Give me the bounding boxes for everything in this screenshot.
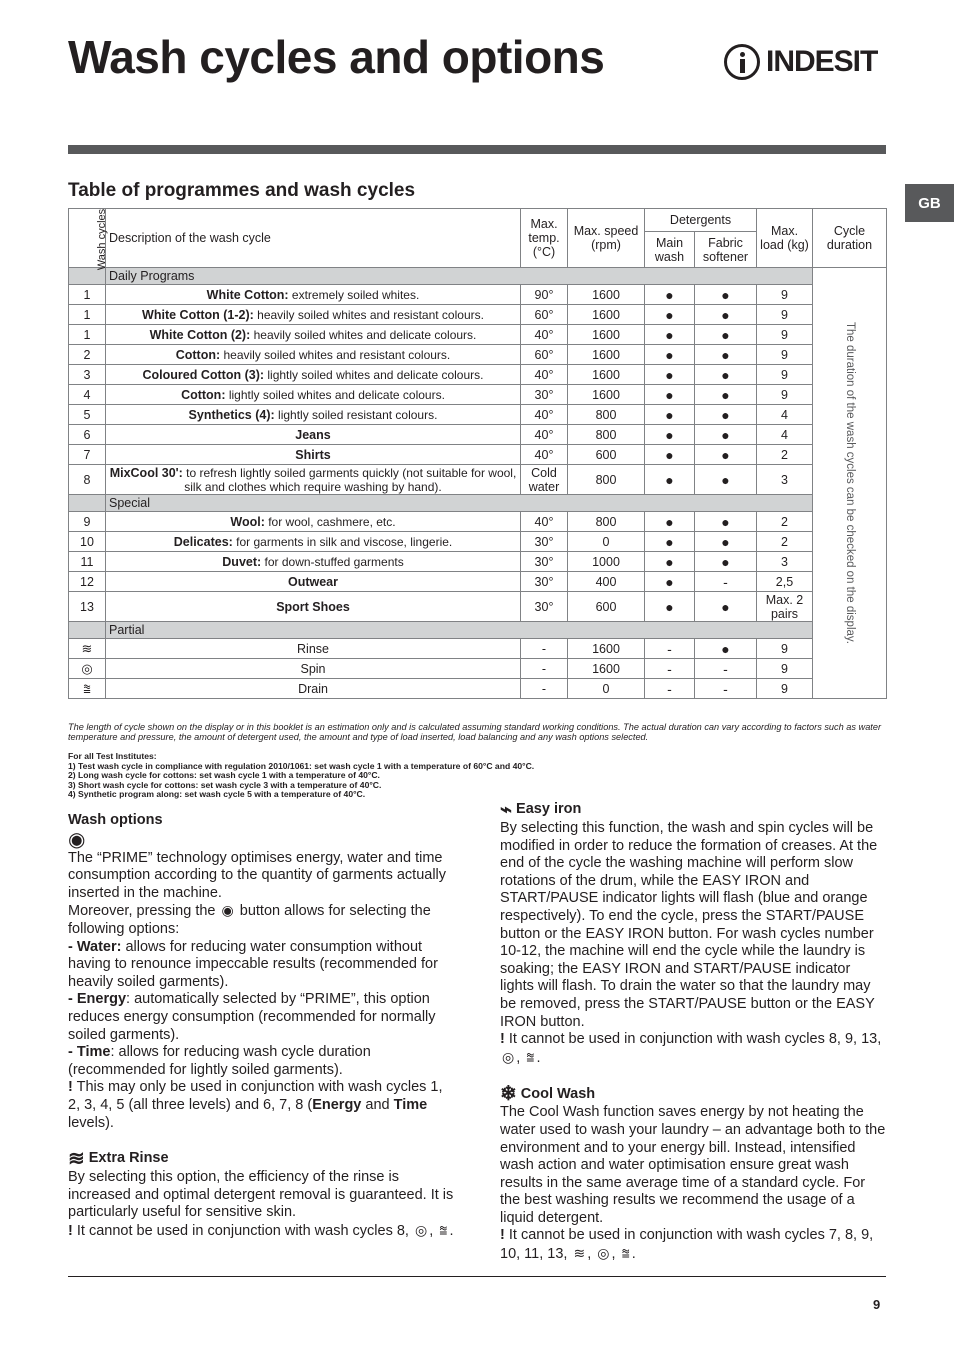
max-temp: Cold water [521,465,568,495]
max-load: 9 [757,385,813,405]
group-label: Partial [106,622,887,639]
table-row [69,305,887,325]
test-note-line: 4) Synthetic program along: set wash cycle 5 with a temperature of 40°C. [68,789,366,800]
drain-icon: ⩰ [526,1048,535,1065]
wash-options-heading: Wash options [68,812,163,828]
cycle-name: Jeans [295,427,331,442]
cycle-description [106,305,521,325]
max-temp: 30° [521,552,568,572]
cycle-description [106,325,521,345]
table-row [69,532,887,552]
prime-icon: ◉ [68,828,86,851]
group-row-special [69,495,887,512]
table-row [69,445,887,465]
group-spacer [69,622,106,639]
cycle-description [106,552,521,572]
cycle-detail: extremely soiled whites. [288,287,420,302]
max-temp: 40° [521,425,568,445]
fabric-softener: ● [695,385,757,405]
cycle-description: Drain [106,679,521,699]
main-wash: ● [645,552,695,572]
max-speed: 1600 [568,639,645,659]
language-tab: GB [905,184,954,222]
right-column [500,800,886,1264]
table-row [69,465,887,495]
rinse-icon: ≋ [69,639,106,659]
extra-rinse-warning: ! It cannot be used in conjunction with wash cycles 8, ◎ , ⩰ . [68,1221,454,1239]
cycle-description [106,465,521,495]
spin-icon: ◎ [69,659,106,679]
max-load: 9 [757,659,813,679]
rinse-icon: ≋ [68,1148,85,1171]
fabric-softener: ● [695,445,757,465]
easy-iron-text: By selecting this function, the wash and spin cycles will be modified in order to reduce the formation of creases. At the end of the cycle the washing machine will perform slow rotations of the drum, while the EASY IRON and START/PAUSE indicator lights will flash (blue and orange respectively). To end the cycle, press the START/PAUSE button or the EASY IRON button. For wash cycles number 10-12, the machine will end the cycle while the laundry is soaking; the EASY IRON and START/PAUSE indicator lights will flash. To drain the water so that the laundry may be removed, press the START/PAUSE button or the EASY IRON button. [500,820,878,1030]
extra-rinse-heading: ≋ Extra Rinse [68,1148,169,1171]
main-wash: ● [645,305,695,325]
table-row [69,512,887,532]
cycle-number: 11 [69,552,106,572]
max-temp: 40° [521,512,568,532]
cycle-detail: for wool, cashmere, etc. [264,514,396,529]
cycle-name: White Cotton: [206,287,289,302]
duration-note: The duration of the wash cycles can be checked on the display. [843,322,856,644]
max-temp: 30° [521,572,568,592]
indesit-logo [724,40,877,84]
cycle-number: 10 [69,532,106,552]
header-max-speed: Max. speed (rpm) [568,209,645,268]
cycle-number: 12 [69,572,106,592]
fabric-softener: ● [695,512,757,532]
main-wash: ● [645,532,695,552]
max-speed: 0 [568,679,645,699]
cool-wash-text: The Cool Wash function saves energy by not heating the water used to wash your laundry – an advantage both to the environment and to your energy bill. Instead, intensified wash action and water optimisation ensure great wash results in the same average time of a standard cycle. For the best washing results we recommend the usage of a liquid detergent. [500,1104,886,1226]
cycle-number: 4 [69,385,106,405]
table-section-title: Table of programmes and wash cycles [68,180,416,201]
cycle-description [106,512,521,532]
cycle-detail: lightly soiled whites and delicate colours. [225,387,445,402]
cycle-name: Duvet: [222,554,262,569]
group-label: Daily Programs [106,268,813,285]
max-temp: 30° [521,532,568,552]
cycle-description [106,425,521,445]
fabric-softener: ● [695,325,757,345]
page-number: 9 [873,1297,881,1312]
prime-moreover: Moreover, pressing the ◉ button allows for selecting the following options: [68,902,431,937]
cycle-number: 8 [69,465,106,495]
test-note-line: 2) Long wash cycle for cottons: set wash cycle 1 with a temperature of 40°C. [68,770,380,781]
rinse-icon: ≋ [573,1245,586,1262]
max-speed: 600 [568,592,645,622]
main-wash: ● [645,465,695,495]
max-load: 2,5 [757,572,813,592]
fabric-softener: - [695,659,757,679]
table-row [69,639,887,659]
cool-wash-icon: ❄ [500,1083,517,1106]
max-load: 9 [757,325,813,345]
main-wash: ● [645,405,695,425]
main-wash: - [645,659,695,679]
cycle-detail: lightly soiled whites and delicate colours. [264,367,484,382]
cycle-number: 1 [69,325,106,345]
max-temp: 40° [521,445,568,465]
max-speed: 1600 [568,345,645,365]
max-load: 9 [757,285,813,305]
header-detergents: Detergents [645,209,757,232]
cycle-detail: for down-stuffed garments [261,554,404,569]
header-main-wash: Main wash [645,232,695,268]
main-wash: ● [645,445,695,465]
main-wash: ● [645,572,695,592]
max-temp: 30° [521,592,568,622]
drain-icon: ⩰ [69,679,106,699]
fabric-softener: ● [695,465,757,495]
prime-intro: The “PRIME” technology optimises energy, water and time consumption according to the quantity of garments actually inserted in the machine. [68,849,447,901]
max-temp: 90° [521,285,568,305]
test-note-line: For all Test Institutes: [68,751,157,761]
spin-icon: ◎ [502,1048,515,1065]
drain-icon: ⩰ [439,1221,448,1238]
max-speed: 800 [568,425,645,445]
cycle-name: Sport Shoes [276,599,350,614]
cycle-number: 13 [69,592,106,622]
spin-icon: ◎ [597,1245,610,1262]
max-load: 3 [757,552,813,572]
max-load: 3 [757,465,813,495]
header-fabric-softener: Fabric softener [695,232,757,268]
cycle-detail: heavily soiled whites and delicate colours. [250,327,477,342]
group-spacer [69,495,106,512]
group-row-partial [69,622,887,639]
page-title: Wash cycles and options [68,31,605,83]
cycle-description: Spin [106,659,521,679]
table-row [69,592,887,622]
table-row [69,365,887,385]
spin-icon: ◎ [414,1221,428,1238]
header-cycle-duration: Cycle duration [813,209,887,268]
max-temp: 40° [521,405,568,425]
header-divider [68,145,886,154]
option-water: - Water: allows for reducing water consumption without having to renounce impeccable results (recommended for heavily soiled garments). [68,938,438,990]
header-description: Description of the wash cycle [106,209,521,268]
cycle-name: Delicates: [173,534,233,549]
max-load: Max. 2 pairs [757,592,813,622]
cycle-description [106,365,521,385]
option-energy: - Energy: automatically selected by “PRIME”, this option reduces energy consumption (recommended for normally soiled garments). [68,991,436,1043]
max-speed: 800 [568,512,645,532]
cycle-number: 2 [69,345,106,365]
max-speed: 1600 [568,659,645,679]
max-speed: 1000 [568,552,645,572]
fabric-softener: ● [695,532,757,552]
max-speed: 400 [568,572,645,592]
fabric-softener: ● [695,552,757,572]
max-load: 9 [757,305,813,325]
max-temp: 60° [521,345,568,365]
max-load: 9 [757,639,813,659]
cool-wash-heading: ❄ Cool Wash [500,1083,596,1106]
max-speed: 0 [568,532,645,552]
main-wash: - [645,679,695,699]
option-levels-note: ! This may only be used in conjunction with wash cycles 1, 2, 3, 4, 5 (all three levels) and 6, 7, 8 (Energy and Time levels). [68,1079,443,1131]
cycle-number: 3 [69,365,106,385]
fabric-softener: ● [695,592,757,622]
cycle-description [106,532,521,552]
cycle-name: White Cotton (2): [149,327,251,342]
max-load: 9 [757,365,813,385]
cycle-description [106,385,521,405]
cycle-description [106,445,521,465]
table-row [69,405,887,425]
table-row [69,385,887,405]
cycle-detail: to refresh lightly soiled garments quickly (not suitable for wool, silk and clothes which require washing by hand). [182,465,517,494]
cycle-number: 9 [69,512,106,532]
main-wash: ● [645,385,695,405]
fabric-softener: - [695,572,757,592]
fabric-softener: ● [695,345,757,365]
cycle-description: Rinse [106,639,521,659]
max-speed: 800 [568,465,645,495]
table-row [69,659,887,679]
table-row [69,572,887,592]
table-row [69,552,887,572]
fabric-softener: ● [695,285,757,305]
max-temp: 40° [521,325,568,345]
max-load: 2 [757,532,813,552]
main-wash: ● [645,345,695,365]
table-row [69,345,887,365]
brand-mark-icon [724,44,760,80]
cool-wash-warning: ! It cannot be used in conjunction with wash cycles 7, 8, 9, 10, 11, 13, ≋ , ◎ , ⩰ . [500,1227,874,1263]
max-load: 9 [757,345,813,365]
cycle-number: 1 [69,285,106,305]
max-load: 2 [757,512,813,532]
cycle-detail: for garments in silk and viscose, lingerie. [232,534,453,549]
table-row [69,285,887,305]
test-institute-notes [68,752,534,800]
max-speed: 1600 [568,325,645,345]
cycle-description [106,592,521,622]
max-temp: - [521,679,568,699]
easy-iron-warning: ! It cannot be used in conjunction with wash cycles 8, 9, 13, ◎ , ⩰ . [500,1031,882,1066]
cycle-number: 5 [69,405,106,425]
max-speed: 1600 [568,385,645,405]
cycle-name: Cotton: [175,347,221,362]
cycle-name: Synthetics (4): [188,407,275,422]
cycle-description [106,405,521,425]
left-column [68,812,454,1240]
fabric-softener: ● [695,405,757,425]
max-temp: - [521,659,568,679]
cycle-name: Wool: [230,514,265,529]
fabric-softener: ● [695,305,757,325]
cycle-description [106,345,521,365]
cycle-detail: heavily soiled whites and resistant colours. [253,307,484,322]
cycle-number: 7 [69,445,106,465]
main-wash: - [645,639,695,659]
max-speed: 1600 [568,285,645,305]
max-speed: 1600 [568,365,645,385]
max-speed: 800 [568,405,645,425]
cycle-description [106,572,521,592]
iron-icon: ⌁ [500,799,513,821]
programmes-table [68,208,887,699]
max-temp: - [521,639,568,659]
fabric-softener: - [695,679,757,699]
main-wash: ● [645,325,695,345]
max-load: 9 [757,679,813,699]
prime-icon: ◉ [221,902,234,919]
cycle-name: Coloured Cotton (3): [142,367,265,382]
main-wash: ● [645,425,695,445]
brand-name: INDESIT [766,45,878,78]
group-label: Special [106,495,887,512]
fabric-softener: ● [695,425,757,445]
easy-iron-heading: ⌁ Easy iron [500,799,582,821]
cycle-name: Cotton: [181,387,226,402]
max-load: 2 [757,445,813,465]
test-note-line: 3) Short wash cycle for cottons: set wash cycle 3 with a temperature of 40°C. [68,779,382,790]
table-row [69,425,887,445]
duration-footnote: The length of cycle shown on the display or in this booklet is an estimation only and is calculated assuming standard working conditions. The actual duration can vary according to factors such as water temperature and pressure, the amount of detergent used, the amount and type of load inserted, load balancing and any wash options selected. [68,722,882,742]
cycle-name: MixCool 30': [109,465,183,480]
group-row-daily [69,268,887,285]
max-temp: 60° [521,305,568,325]
cycle-detail: heavily soiled whites and resistant colours. [220,347,451,362]
test-note-line: 1) Test wash cycle in compliance with regulation 2010/1061: set wash cycle 1 with a temperature of 60°C and 40°C. [68,760,535,771]
fabric-softener: ● [695,365,757,385]
table-row [69,679,887,699]
max-load: 4 [757,425,813,445]
main-wash: ● [645,365,695,385]
cycle-description [106,285,521,305]
header-max-load: Max. load (kg) [757,209,813,268]
max-temp: 40° [521,365,568,385]
main-wash: ● [645,512,695,532]
fabric-softener: ● [695,639,757,659]
max-speed: 600 [568,445,645,465]
table-row [69,325,887,345]
max-load: 4 [757,405,813,425]
cycle-duration-cell [813,268,887,699]
extra-rinse-text: By selecting this option, the efficiency of the rinse is increased and optimal detergent removal is guaranteed. It is particularly useful for sensitive skin. [68,1169,454,1221]
max-speed: 1600 [568,305,645,325]
drain-icon: ⩰ [621,1245,630,1262]
cycle-number: 1 [69,305,106,325]
cycle-number: 6 [69,425,106,445]
header-wash-cycles: Wash cycles [69,209,106,268]
option-time: - Time: allows for reducing wash cycle duration (recommended for lightly soiled garments). [68,1044,371,1078]
cycle-name: White Cotton (1-2): [142,307,254,322]
main-wash: ● [645,592,695,622]
main-wash: ● [645,285,695,305]
cycle-name: Outwear [287,574,338,589]
footer-divider [68,1276,886,1277]
header-max-temp: Max. temp. (°C) [521,209,568,268]
max-temp: 30° [521,385,568,405]
cycle-name: Shirts [295,447,331,462]
cycle-detail: lightly soiled resistant colours. [274,407,438,422]
